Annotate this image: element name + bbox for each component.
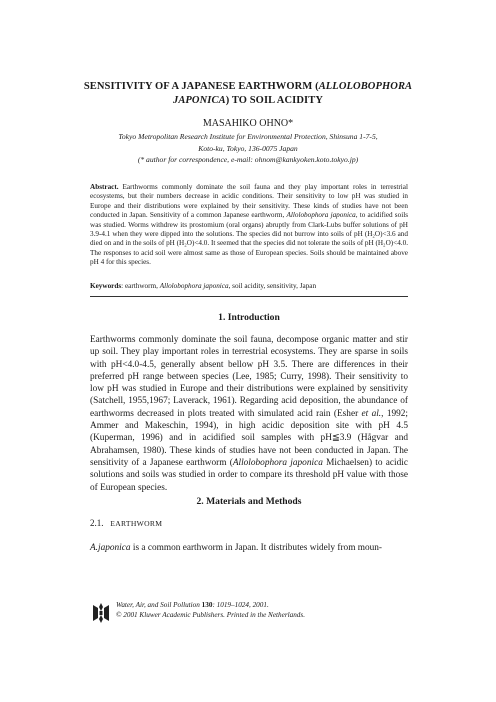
footer-pages: : 1019–1024, 2001. xyxy=(212,601,269,609)
intro-text-2: , 1992; Ammer and Makeschin, 1994), in high acidic deposition site with pH 4.5 (Kuperman, 1996) and in acidified soil samples with pH≦3.9 (Hågvar and Abrahamsen, 1980). These kinds of studies have not been conducted in Japan. The sensitivity of a Japanese earthworm ( xyxy=(90,408,408,468)
subsection-heading xyxy=(90,517,408,530)
abstract-species: Allolobophora japonica xyxy=(286,211,356,220)
keywords-text-b: , soil acidity, sensitivity, Japan xyxy=(228,282,317,290)
methods-paragraph xyxy=(90,542,408,554)
keywords-species: Allolobophora japonica xyxy=(159,282,229,290)
methods-species: A.japonica xyxy=(90,543,131,553)
title-text: SENSITIVITY OF A JAPANESE EARTHWORM ( xyxy=(83,81,319,92)
keywords-text-a: : earthworm, xyxy=(121,282,160,290)
keywords xyxy=(90,282,408,291)
section-heading-introduction: 1. Introduction xyxy=(218,312,280,323)
publisher-logo-icon xyxy=(92,603,110,623)
subsection-number: 2.1. xyxy=(90,518,104,528)
footer-volume: 130 xyxy=(201,601,213,609)
journal-footer xyxy=(92,601,412,625)
author-name: MASAHIKO OHNO* xyxy=(202,118,294,129)
affiliation-line-1: Tokyo Metropolitan Research Institute for Environmental Protection, Shinsuna 1-7-5, xyxy=(118,132,378,141)
methods-text: is a common earthworm in Japan. It distributes widely from moun- xyxy=(130,543,383,553)
abstract xyxy=(90,183,408,268)
subsection-title: EARTHWORM xyxy=(110,519,163,528)
title-text-end: ) TO SOIL ACIDITY xyxy=(225,95,324,106)
intro-species: Allolobophora japonica xyxy=(232,457,323,468)
affiliation-line-3: (* author for correspondence, e-mail: ohnom@kankyoken.koto.tokyo.jp) xyxy=(137,155,359,164)
affiliation xyxy=(70,131,426,166)
abstract-text-a: Earthworms commonly dominate the soil fauna and they play important roles in terrestrial ecosystems, but their numbers decrease in acidic conditions. Their sensitivity to low pH was studied in Europe and their distributions were explained by their sensitivity. These kinds of studies have not been conducted in Japan. Sensitivity of a common Japanese earthworm, xyxy=(90,183,408,220)
footer-citation xyxy=(116,601,416,611)
introduction-paragraph xyxy=(90,334,408,494)
abstract-text-b: , to acidified soils was studied. Worms withdrew its prostomium (oral organs) abruptly from Clark-Lubs buffer solutions of pH 3.9-4.1 when they were dipped into the solutions. The species did not burrow into soils of pH (H₂O)<3.6 and died on and in the soils of pH (H₂O)<4.0. It seemed that the species did not tolerate the soils of pH (H₂O)<4.0. The responses to acid soil were almost same as those of European species. Soils should be maintained above pH 4 for this species. xyxy=(90,211,408,267)
affiliation-line-2: Koto-ku, Tokyo, 136-0075 Japan xyxy=(198,143,298,153)
section-heading-methods: 2. Materials and Methods xyxy=(196,496,302,507)
title-species: ALLOLOBOPHORA JAPONICA xyxy=(172,81,413,106)
footer-text xyxy=(116,601,416,620)
paper-title xyxy=(70,80,426,108)
abstract-label: Abstract. xyxy=(90,183,119,191)
footer-copyright: © 2001 Kluwer Academic Publishers. Printed in the Netherlands. xyxy=(116,610,305,619)
intro-text-1: Earthworms commonly dominate the soil fauna, decompose organic matter and stir up soil. They play important roles in terrestrial ecosystems. They are sparse in soils with pH<4.0-4.5, generally absent bellow pH 3.5. There are differences in their preferred pH range between species (Lee, 1985; Curry, 1998). Their sensitivity to low pH was studied in Europe and their distributions were explained by sensitivity (Satchell, 1955,1967; Laverack, 1961). Regarding acid deposition, the abundance of earthworms decreased in plots treated with simulated acid rain (Esher xyxy=(90,335,408,419)
intro-et-al: et al. xyxy=(361,408,382,419)
abstract-divider xyxy=(90,296,408,297)
intro-text-3: Michaelsen) to acidic solutions and soils was studied in order to compare its threshold pH value with those of European species. xyxy=(90,457,408,493)
footer-journal: Water, Air, and Soil Pollution xyxy=(116,601,202,609)
keywords-label: Keywords xyxy=(90,282,122,290)
